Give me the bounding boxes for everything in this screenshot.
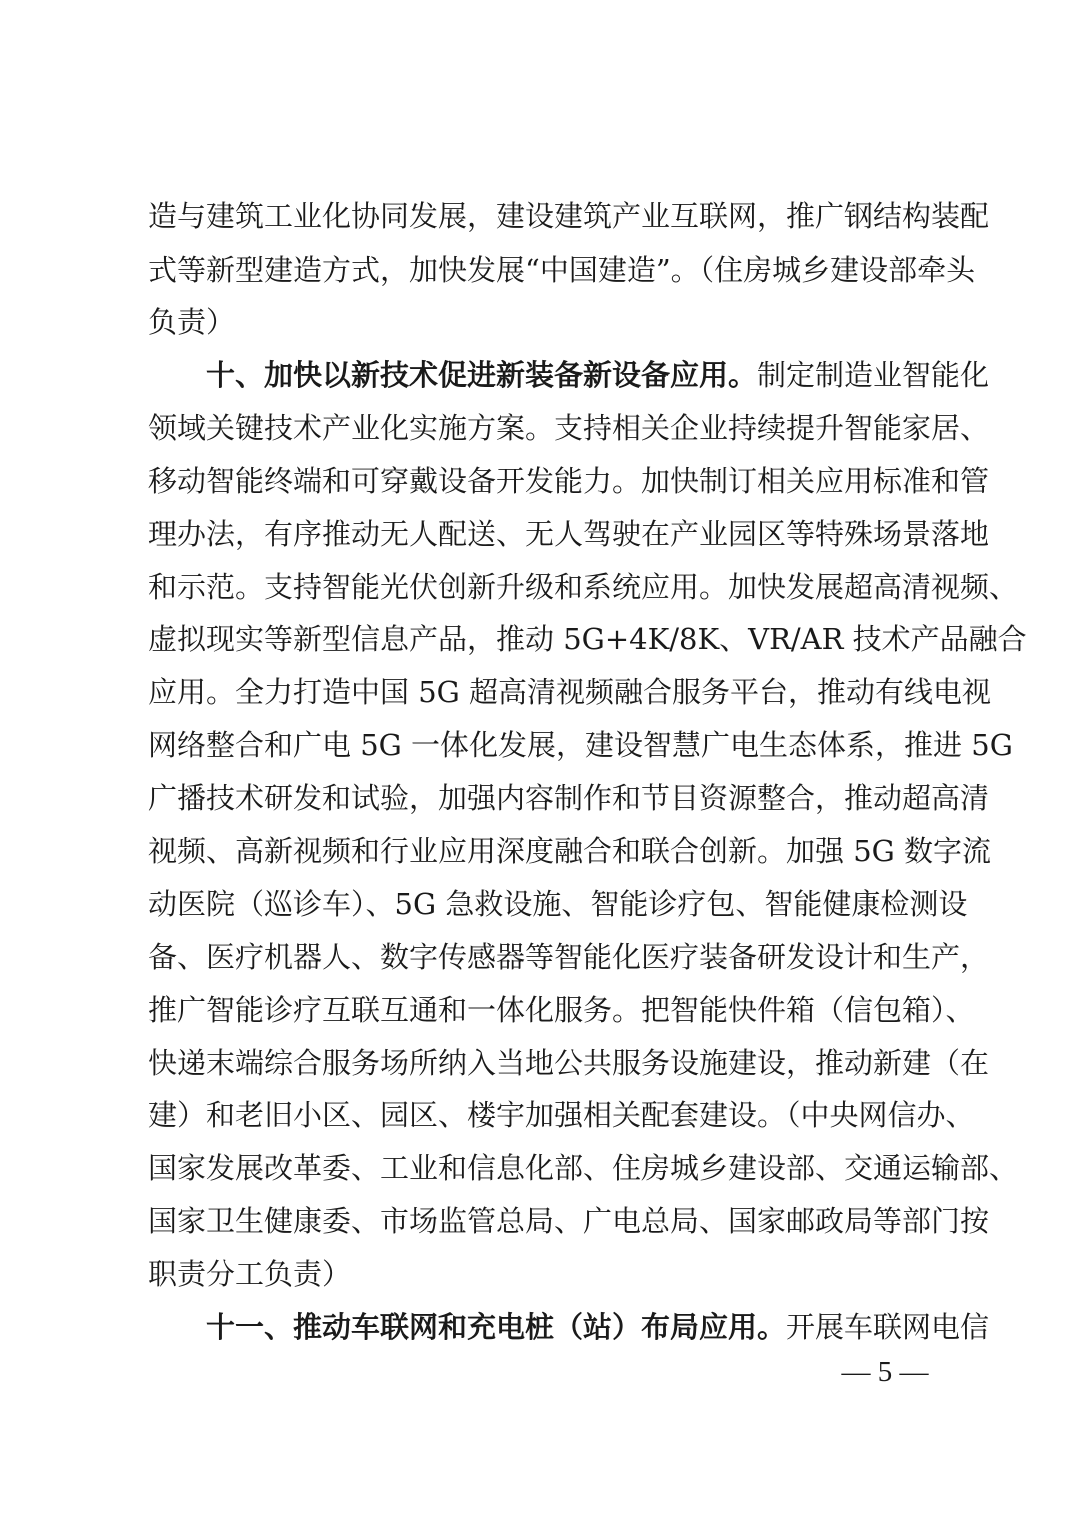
paragraph-9-line-1: 造与建筑工业化协同发展，建设建筑产业互联网，推广钢结构装配 — [148, 199, 990, 233]
section-heading-10: 十、加快以新技术促进新装备新设备应用。 — [206, 358, 758, 392]
paragraph-10-line-15: 建）和老旧小区、园区、楼宇加强相关配套建设。（中央网信办、 — [148, 1098, 975, 1132]
paragraph-11-line-1 — [206, 1301, 990, 1354]
paragraph-10-line-6: 虚拟现实等新型信息产品，推动 5G+4K/8K、VR/AR 技术产品融合 — [148, 622, 1027, 656]
paragraph-10-line-7: 应用。全力打造中国 5G 超高清视频融合服务平台，推动有线电视 — [148, 675, 992, 709]
paragraph-10-line-3: 移动智能终端和可穿戴设备开发能力。加快制订相关应用标准和管 — [148, 464, 990, 498]
paragraph-10-line-9: 广播技术研发和试验，加强内容制作和节目资源整合，推动超高清 — [148, 781, 990, 815]
paragraph-10-line-1-text: 制定制造业智能化 — [757, 358, 990, 392]
paragraph-10-line-17: 国家卫生健康委、市场监管总局、广电总局、国家邮政局等部门按 — [148, 1204, 990, 1238]
paragraph-10-line-8: 网络整合和广电 5G 一体化发展，建设智慧广电生态体系，推进 5G — [148, 728, 1013, 762]
paragraph-10-line-14: 快递末端综合服务场所纳入当地公共服务设施建设，推动新建（在 — [148, 1046, 990, 1080]
paragraph-10-line-16: 国家发展改革委、工业和信息化部、住房城乡建设部、交通运输部、 — [148, 1151, 1019, 1185]
paragraph-10-line-2: 领域关键技术产业化实施方案。支持相关企业持续提升智能家居、 — [148, 411, 990, 445]
paragraph-10-line-4: 理办法，有序推动无人配送、无人驾驶在产业园区等特殊场景落地 — [148, 517, 990, 551]
paragraph-10-line-10: 视频、高新视频和行业应用深度融合和联合创新。加强 5G 数字流 — [148, 834, 992, 868]
paragraph-10-line-11: 动医院（巡诊车）、5G 急救设施、智能诊疗包、智能健康检测设 — [148, 887, 968, 921]
paragraph-10-line-18: 职责分工负责） — [148, 1257, 352, 1291]
page-number: — 5 — — [841, 1356, 929, 1388]
paragraph-10-line-1 — [206, 349, 990, 402]
paragraph-10-line-12: 备、医疗机器人、数字传感器等智能化医疗装备研发设计和生产， — [148, 940, 990, 974]
paragraph-10-line-13: 推广智能诊疗互联互通和一体化服务。把智能快件箱（信包箱）、 — [148, 993, 975, 1027]
paragraph-10-line-5: 和示范。支持智能光伏创新升级和系统应用。加快发展超高清视频、 — [148, 570, 1019, 604]
section-heading-11: 十一、推动车联网和充电桩（站）布局应用。 — [206, 1310, 787, 1344]
paragraph-9-line-2: 式等新型建造方式，加快发展“中国建造”。（住房城乡建设部牵头 — [148, 253, 976, 287]
paragraph-11-line-1-text: 开展车联网电信 — [786, 1310, 990, 1344]
paragraph-9-line-3: 负责） — [148, 305, 236, 339]
